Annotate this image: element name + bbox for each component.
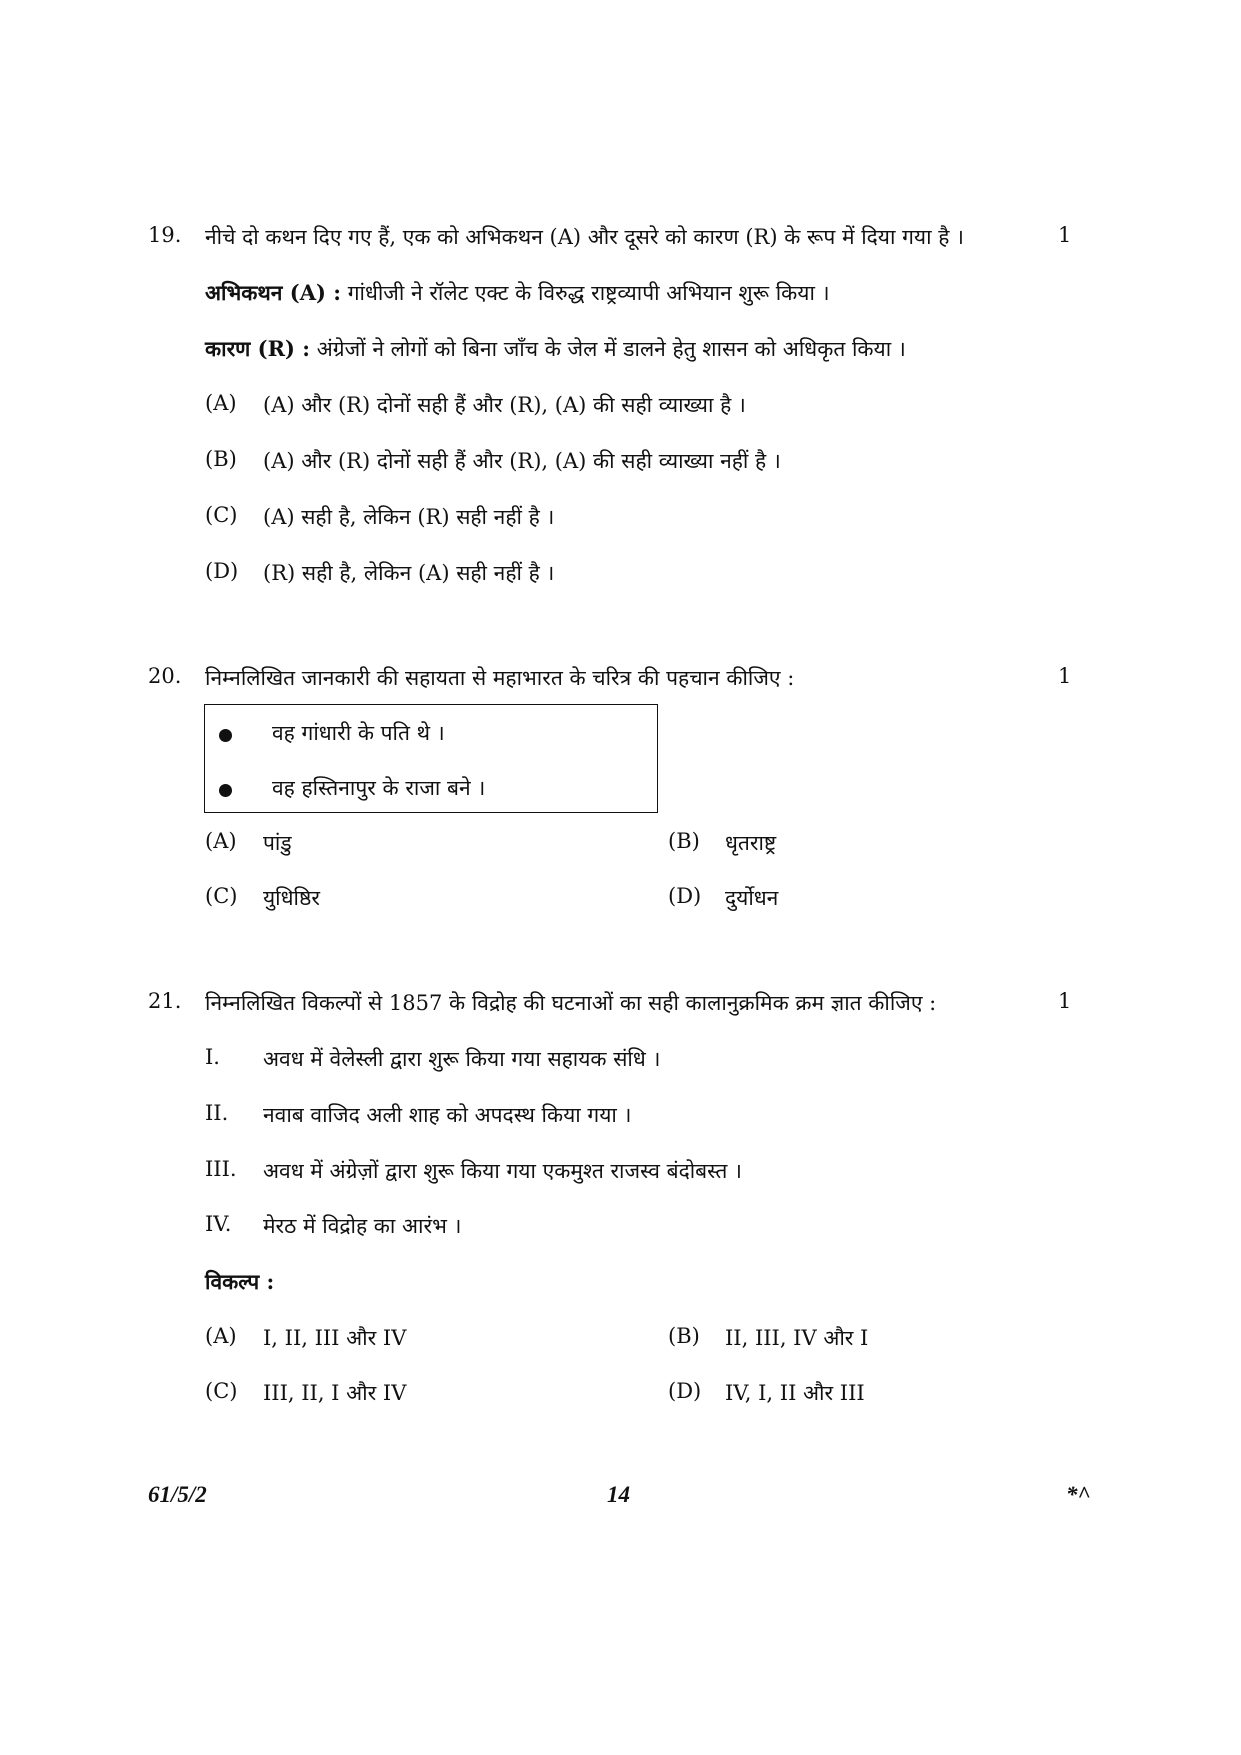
option-label: (B): [668, 829, 700, 853]
option-text: III, II, I और IV: [263, 1381, 407, 1405]
option-label: (C): [205, 503, 238, 527]
option-text: IV, I, II और III: [725, 1381, 865, 1405]
option-text: पांडु: [263, 831, 292, 855]
event-text: अवध में वेलेस्ली द्वारा शुरू किया गया सहायक संधि ।: [263, 1047, 661, 1071]
option-label: (D): [205, 559, 239, 583]
option-text: II, III, IV और I: [725, 1326, 869, 1350]
option-label: (A): [205, 829, 237, 853]
assertion: [205, 279, 830, 307]
option-label: (B): [205, 447, 237, 471]
option-text: दुर्योधन: [725, 886, 779, 910]
question-stem: निम्नलिखित विकल्पों से 1857 के विद्रोह की घटनाओं का सही कालानुक्रमिक क्रम ज्ञात कीजिए :: [205, 991, 937, 1015]
paper-code: 61/5/2: [148, 1482, 207, 1507]
option-text: युधिष्ठिर: [263, 886, 320, 910]
event-label: III.: [205, 1157, 237, 1181]
question-marks: 1: [1058, 989, 1072, 1013]
option-label: (B): [668, 1324, 700, 1348]
question-number: 20.: [148, 664, 182, 688]
option-label: (C): [205, 884, 238, 908]
option-label: (D): [668, 1379, 702, 1403]
option-text: (A) सही है, लेकिन (R) सही नहीं है ।: [263, 505, 555, 529]
assertion-label: अभिकथन (A) :: [205, 280, 341, 305]
option-text: धृतराष्ट्र: [725, 831, 777, 855]
question-marks: 1: [1058, 664, 1072, 688]
event-text: अवध में अंग्रेज़ों द्वारा शुरू किया गया एकमुश्त राजस्व बंदोबस्त ।: [263, 1159, 742, 1183]
assertion-text: गांधीजी ने रॉलेट एक्ट के विरुद्ध राष्ट्रव्यापी अभियान शुरू किया ।: [347, 281, 830, 305]
option-text: (R) सही है, लेकिन (A) सही नहीं है ।: [263, 561, 555, 585]
page-number: 14: [607, 1482, 630, 1507]
clue-text: वह हस्तिनापुर के राजा बने ।: [272, 776, 486, 800]
event-label: IV.: [205, 1212, 232, 1236]
option-text: (A) और (R) दोनों सही हैं और (R), (A) की सही व्याख्या है ।: [263, 393, 746, 417]
question-marks: 1: [1058, 223, 1072, 247]
event-text: मेरठ में विद्रोह का आरंभ ।: [263, 1214, 462, 1238]
question-number: 21.: [148, 989, 182, 1013]
options-heading: विकल्प :: [205, 1269, 275, 1294]
event-label: II.: [205, 1101, 229, 1125]
option-label: (D): [668, 884, 702, 908]
option-label: (A): [205, 1324, 237, 1348]
question-stem: नीचे दो कथन दिए गए हैं, एक को अभिकथन (A) और दूसरे को कारण (R) के रूप में दिया गया है ।: [205, 225, 964, 249]
clue-box: [204, 704, 658, 813]
question-stem: निम्नलिखित जानकारी की सहायता से महाभारत के चरित्र की पहचान कीजिए :: [205, 666, 795, 690]
option-label: (C): [205, 1379, 238, 1403]
footer-mark: *^: [1066, 1482, 1091, 1507]
reason-label: कारण (R) :: [205, 336, 311, 361]
bullet-icon: [219, 729, 232, 742]
reason-text: अंग्रेजों ने लोगों को बिना जाँच के जेल में डालने हेतु शासन को अधिकृत किया ।: [316, 337, 906, 361]
reason: [205, 335, 906, 363]
bullet-icon: [219, 784, 232, 797]
question-number: 19.: [148, 223, 182, 247]
event-text: नवाब वाजिद अली शाह को अपदस्थ किया गया ।: [263, 1103, 632, 1127]
event-label: I.: [205, 1045, 220, 1069]
option-text: (A) और (R) दोनों सही हैं और (R), (A) की सही व्याख्या नहीं है ।: [263, 449, 781, 473]
option-label: (A): [205, 391, 237, 415]
clue-text: वह गांधारी के पति थे ।: [272, 721, 445, 745]
option-text: I, II, III और IV: [263, 1326, 407, 1350]
